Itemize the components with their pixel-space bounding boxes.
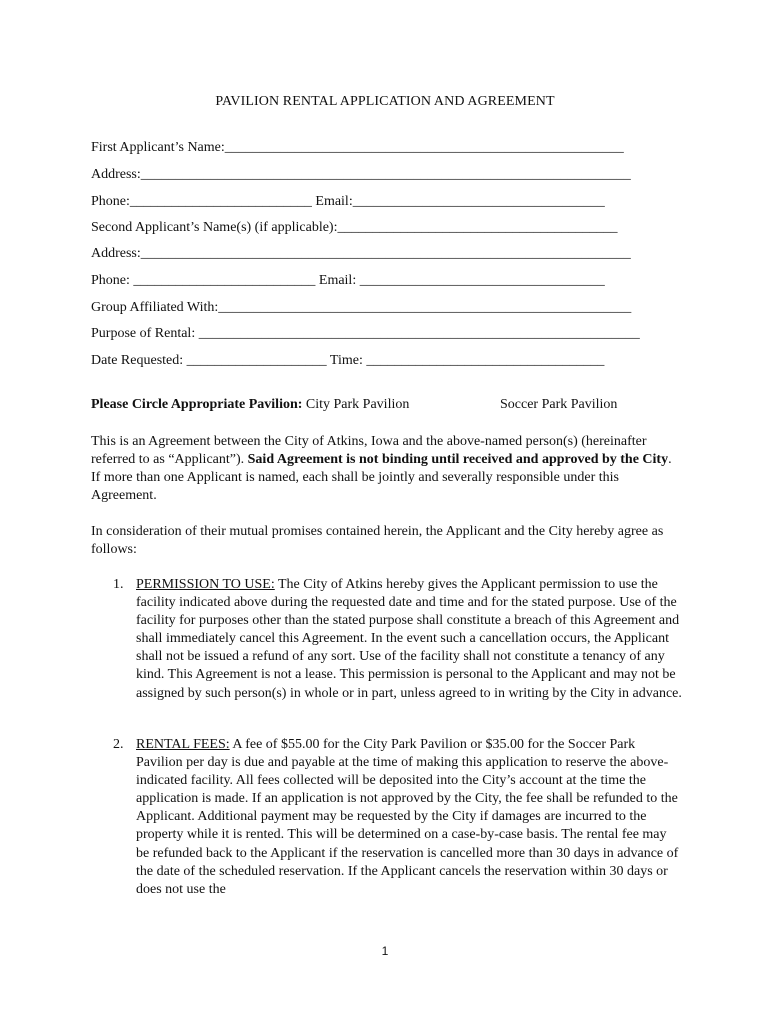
phone-label: Phone: [91, 273, 134, 288]
time-blank[interactable]: __________________________________ [366, 353, 605, 368]
address-blank[interactable]: ______________________________________________________________________ [140, 167, 631, 182]
group-affiliated-label: Group Affiliated With: [91, 300, 219, 315]
first-applicant-contact-field[interactable] [91, 194, 605, 210]
term-rental-fees [113, 736, 683, 899]
email-label: Email: [311, 194, 353, 209]
first-applicant-name-field[interactable] [91, 140, 624, 156]
term-text: A fee of $55.00 for the City Park Pavilion or $35.00 for the Soccer Park Pavilion per day is due and payable at the time of making this application to reserve the above-indicated facility. All fees collected will be deposited into the City’s account at the time the application is made. If an application is not approved by the City, the fee shall be refunded to the Applicant. Additional payment may be requested by the City if damages are incurred to the property while it is rented. This will be determined on a case-by-case basis. The rental fee may be refunded back to the Applicant if the reservation is cancelled more than 30 days in advance of the date of the scheduled reservation. If the Applicant cancels the reservation within 30 days or does not use the [136, 737, 679, 897]
address-label: Address: [91, 246, 141, 261]
date-requested-label: Date Requested: [91, 353, 187, 368]
phone-blank[interactable]: __________________________ [129, 194, 312, 209]
document-title: PAVILION RENTAL APPLICATION AND AGREEMENT [215, 94, 555, 109]
soccer-park-pavilion-option[interactable]: Soccer Park Pavilion [500, 397, 618, 412]
page-number: 1 [381, 944, 389, 958]
term-heading: PERMISSION TO USE: [136, 577, 275, 592]
agreement-intro-text: This is an Agreement between the City of Atkins, Iowa and the above-named person(s) (hereinafter referred to as “Applicant”). [91, 434, 647, 467]
phone-label: Phone: [91, 194, 130, 209]
date-time-field[interactable] [91, 353, 604, 369]
time-label: Time: [326, 353, 367, 368]
date-requested-blank[interactable]: ____________________ [186, 353, 327, 368]
first-applicant-name-blank[interactable]: _________________________________________________________ [224, 140, 624, 155]
consideration-paragraph: In consideration of their mutual promises contained herein, the Applicant and the City hereby agree as follows: [91, 524, 664, 557]
agreement-intro-paragraph [91, 433, 681, 505]
second-applicant-name-label: Second Applicant’s Name(s) (if applicable): [91, 220, 338, 235]
purpose-of-rental-label: Purpose of Rental: [91, 326, 199, 341]
second-applicant-address-field[interactable] [91, 246, 631, 262]
term-text: The City of Atkins hereby gives the Applicant permission to use the facility indicated above during the requested date and time and for the stated purpose. Use of the facility for purposes other than the stated purpose shall constitute a breach of this Agreement and shall immediately cancel this Agreement. In the event such a cancellation occurs, the Applicant shall not be issued a refund of any sort. Use of the facility shall not constitute a tenancy of any kind. This Agreement is not a lease. This permission is personal to the Applicant and may not be assigned by such person(s) in whole or in part, unless agreed to in writing by the City in advance. [136, 577, 682, 701]
term-number: 1. [113, 577, 124, 592]
term-permission-to-use [113, 576, 683, 703]
group-affiliated-field[interactable] [91, 300, 631, 316]
first-applicant-name-label: First Applicant’s Name: [91, 140, 225, 155]
second-applicant-name-field[interactable] [91, 220, 617, 236]
second-applicant-name-blank[interactable]: ________________________________________ [337, 220, 618, 235]
second-applicant-contact-field[interactable] [91, 273, 605, 289]
agreement-intro-text-end: . If more than one Applicant is named, each shall be jointly and severally responsible under this Agreement. [91, 452, 672, 503]
term-number: 2. [113, 737, 124, 752]
term-heading: RENTAL FEES: [136, 737, 230, 752]
agreement-binding-notice: Said Agreement is not binding until received and approved by the City [247, 452, 669, 467]
address-blank[interactable]: ______________________________________________________________________ [140, 246, 631, 261]
purpose-of-rental-blank[interactable]: _______________________________________________________________ [198, 326, 640, 341]
group-affiliated-blank[interactable]: ___________________________________________________________ [218, 300, 632, 315]
first-applicant-address-field[interactable] [91, 167, 631, 183]
email-blank[interactable]: ___________________________________ [359, 273, 605, 288]
phone-blank[interactable]: __________________________ [133, 273, 316, 288]
email-label: Email: [315, 273, 360, 288]
purpose-of-rental-field[interactable] [91, 326, 640, 342]
email-blank[interactable]: ____________________________________ [352, 194, 605, 209]
city-park-pavilion-option[interactable]: City Park Pavilion [302, 397, 410, 412]
pavilion-selection-label: Please Circle Appropriate Pavilion: [91, 397, 303, 412]
address-label: Address: [91, 167, 141, 182]
pavilion-selection [91, 397, 618, 413]
